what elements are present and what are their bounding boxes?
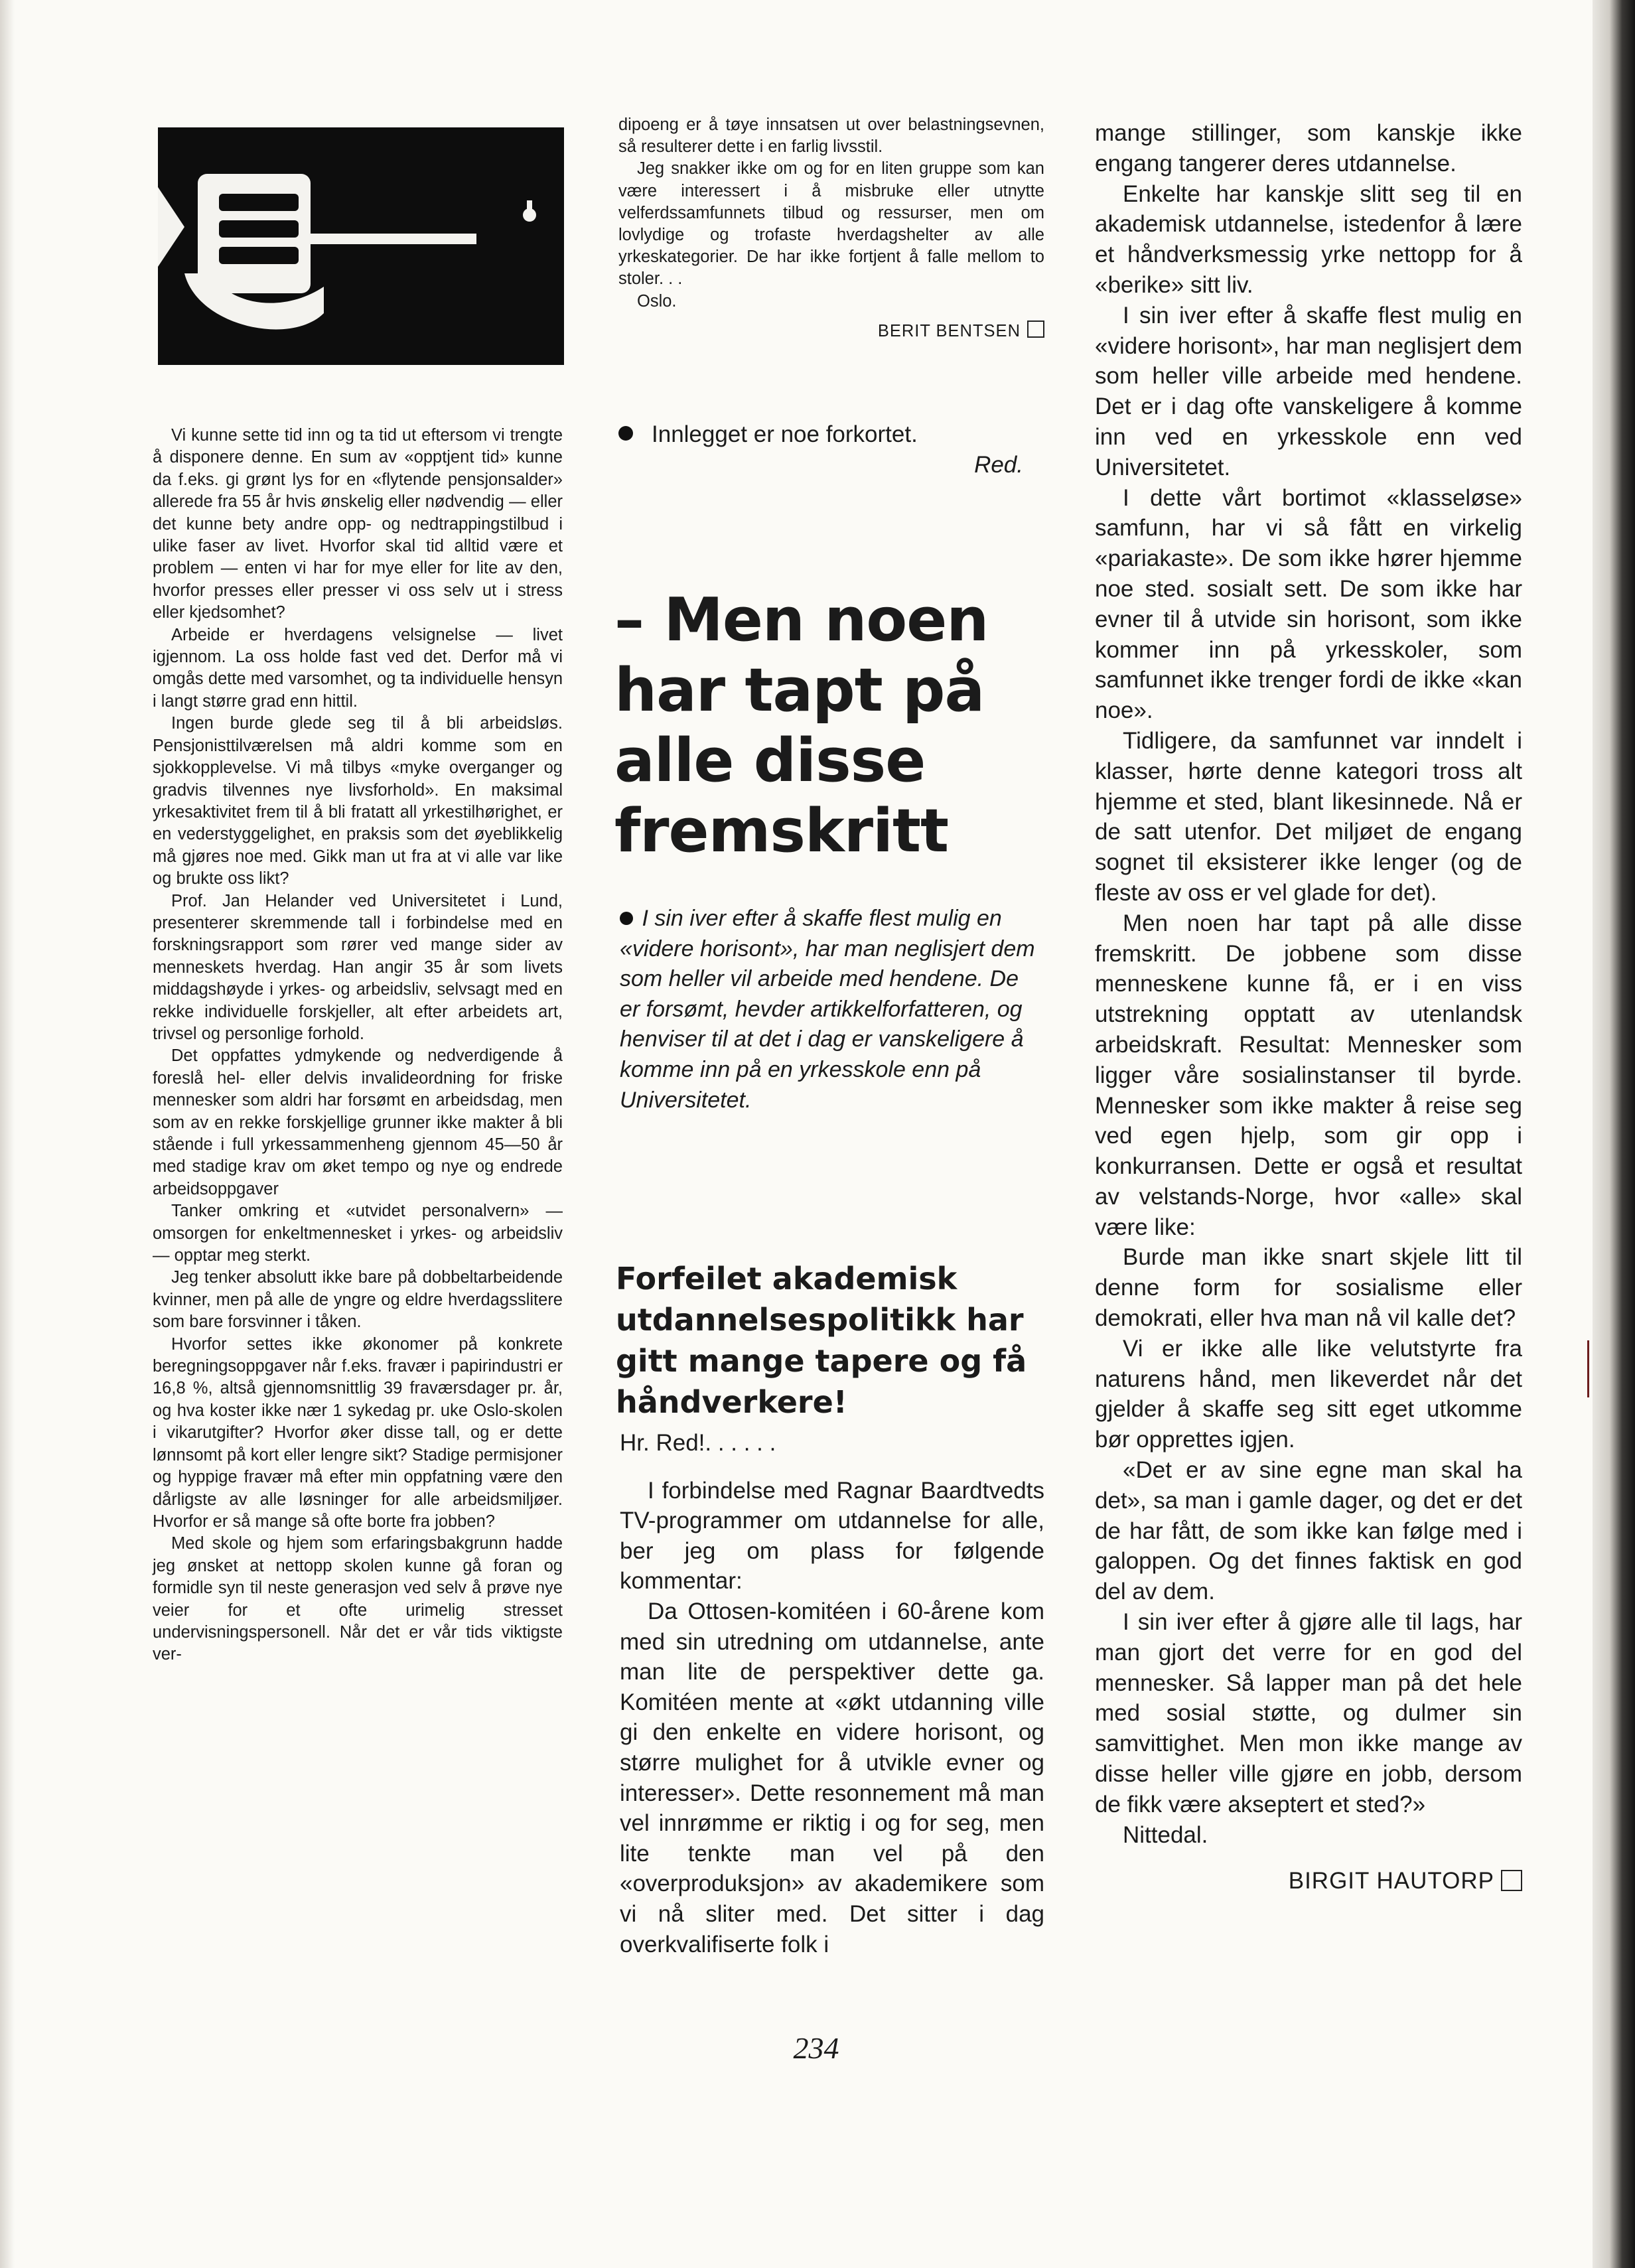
section-logo-icon xyxy=(158,127,564,365)
paragraph: Hvorfor settes ikke økonomer på konkrete beregningsoppgaver når f.eks. fravær i papirindustri er 16,8 %, altså gjennomsnittlig 39 fraværsdager pr. år, og hva koster ikke nær 1 sykedag pr. uke Oslo-skolen i vikarutgifter? Hvorfor øker disse tall, og er dette lønnsomt på kort eller lengre sikt? Stadige permisjoner og hyppige fravær må efter min oppfatning være den dårligste av alle løsninger for alle arbeidsmiljøer. Hvorfor er så mange så ofte borte fra jobben? xyxy=(153,1334,563,1531)
paragraph: I forbindelse med Ragnar Baardtvedts TV-programmer om utdannelse for alle, ber jeg om plass for følgende kommentar: xyxy=(620,1477,1044,1595)
paragraph: Vi er ikke alle like velutstyrte fra naturens hånd, men likeverdet når det gjelder å skaffe seg sitt eget utkomme bør opprettes igjen. xyxy=(1095,1335,1522,1453)
paragraph: I sin iver efter å skaffe flest mulig en «videre horisont», har man neglisjert dem som heller ville arbeide med hendene. Det er i dag ofte vanskeligere å komme inn ved en yrkesskole enn ved Universitetet. xyxy=(1095,302,1522,480)
paragraph: Men noen har tapt på alle disse fremskritt. De jobbene som disse menneskene kunne få, er i en viss utstrekning opptatt av utenlandsk arbeidskraft. Resultat: Mennesker som ligger våre sosialinstanser til byrde. Mennesker som ikke makter å reise seg ved egen hjelp, som gir opp i konkurransen. Dette er også et resultat av velstands-Norge, hvor «alle» skal være like: xyxy=(1095,910,1522,1240)
editor-note-text: Innlegget er noe forkortet. xyxy=(652,421,918,447)
paragraph: mange stillinger, som kanskje ikke engang tangerer deres utdannelse. xyxy=(1095,120,1522,177)
paragraph: Burde man ikke snart skjele litt til denne form for sosialisme eller demokrati, eller hva man nå vil kalle det? xyxy=(1095,1244,1522,1332)
salutation: Hr. Red!. . . . . . xyxy=(620,1430,776,1456)
paragraph: Tanker omkring et «utvidet personalvern» — omsorgen for enkeltmennesket i yrkes- og arbeidsliv — opptar meg sterkt. xyxy=(153,1202,563,1265)
bullet-icon xyxy=(620,912,633,925)
page-number: 234 xyxy=(793,2031,839,2065)
lede-text: I sin iver efter å skaffe flest mulig en «videre horisont», har man neglisjert dem som heller vil arbeide med hendene. De er forsømt, hevder artikkelforfatteren, og henviser til at det i dag er vanskeligere å komme inn på en yrkesskole enn på Universitetet. xyxy=(620,906,1035,1113)
paragraph: I sin iver efter å gjøre alle til lags, har man gjort det verre for en god del mennesker. Så lapper man på det hele med sosial støtte, og dulmer sin samvittighet. Men mon ikke mange av disse heller ville gjøre en jobb, dersom de fikk være akseptert et sted?» xyxy=(1095,1609,1522,1817)
paragraph: Jeg tenker absolutt ikke bare på dobbeltarbeidende kvinner, men på alle de yngre og eldre hverdagsslitere som bare forsvinner i tåken. xyxy=(153,1268,563,1332)
margin-mark xyxy=(1587,1340,1589,1397)
signature-line xyxy=(618,320,1044,342)
article-body xyxy=(620,1428,1044,1959)
paragraph: Det oppfattes ydmykende og nedverdigende å foreslå hel- eller delvis invalideordning for friske mennesker som aldri har forsømt en arbeidsdag, men som av en rekke forskjellige grunner ikke makter å bli stående i full yrkessammenheng gjennom 45—50 år med stadige krav om øket tempo og nye og endrede arbeidsoppgaver xyxy=(153,1046,563,1198)
paragraph: «Det er av sine egne man skal ha det», sa man i gamle dager, og det er det de har fått, de som ikke kan følge med i galoppen. Og det finnes faktisk en god del av dem. xyxy=(1095,1457,1522,1605)
article-headline: – Men noen har tapt på alle disse fremskritt xyxy=(614,585,989,866)
paragraph: I dette vårt bortimot «klasseløse» samfunn, har vi så fått en virkelig «pariakaste». De som ikke hører hjemme noe sted. sosialt sett. De som ikke har evner til å utvide sin horisont, som ikke kommer inn på yrkesskoler, som samfunnet ikke trenger fordi de ikke «kan noe». xyxy=(1095,484,1522,724)
bullet-icon xyxy=(618,426,633,441)
paragraph: Enkelte har kanskje slitt seg til en akademisk utdannelse, istedenfor å lære et håndverksmessig yrke nettopp for å «berike» sitt liv. xyxy=(1095,180,1522,298)
article-lede xyxy=(620,904,1044,1115)
article-subheadline: Forfeilet akademisk utdannelsespolitikk har gitt mange tapere og få håndverkere! xyxy=(616,1261,1027,1420)
paragraph: Tidligere, da samfunnet var inndelt i klasser, hørte denne kategori tross alt hjemme et sted, blant likesinnede. Nå er de satt utenfor. Det miljøet de engang sognet til eksisterer ikke lenger (og de fleste av oss er vel glade for det). xyxy=(1095,727,1522,906)
paragraph: Prof. Jan Helander ved Universitetet i Lund, presenterer skremmende tall i forbindelse med en forskningsrapport som rører ved mange sider av menneskets hverdag. Han angir 35 år som livets middagshøyde i yrkes- og arbeidsliv, selvsagt med en rekke individuelle forskjeller, alt efter arbeidets art, trivsel og personlige forhold. xyxy=(153,891,563,1043)
author-signature: BIRGIT HAUTORP xyxy=(1288,1868,1494,1894)
paragraph: Vi kunne sette tid inn og ta tid ut eftersom vi trengte å disponere denne. En sum av «opptjent tid» kunne da f.eks. gi grønt lys for en «flytende pensjonsalder» allerede fra 55 år hvis ønskelig eller nødvendig — eller det kunne bety andre opp- og nedtrappingstilbud i ulike faser av livet. Hvorfor skal tid alltid være et problem — enten vi har for mye eller for lite av den, hvorfor presses eller presser vi oss selv ut i stress eller kjedsomhet? xyxy=(153,426,563,622)
page-shadow-left xyxy=(0,0,15,2268)
paragraph: Ingen burde glede seg til å bli arbeidsløs. Pensjonisttilværelsen må aldri komme som en sjokkopplevelse. Vi må tilbys «myke overganger og gradvis tilvennes nye livsforhold». En maksimal yrkesaktivitet frem til å bli fratatt all yrkestilhørighet, er en vederstyggelighet, en praksis som det øyeblikkelig må gjøres noe med. Gikk man ut fra at vi alle var like og brukte oss likt? xyxy=(153,714,563,888)
editor-note xyxy=(618,419,1023,480)
book-binding-edge xyxy=(1593,0,1635,2268)
place-line: Nittedal. xyxy=(1123,1821,1208,1848)
paragraph: Da Ottosen-komitéen i 60-årene kom med sin utredning om utdannelse, ante man lite de perspektiver dette ga. Komitéen mente at «økt utdanning ville gi den enkelte en videre horisont, og større mulighet for å utvikle evner og interesser». Dette resonnement må man vel innrømme er riktig i og for seg, men lite tenkte man vel på den «overproduksjon» av akademikere som vi nå sliter med. Det sitter i dag overkvalifiserte folk i xyxy=(620,1598,1044,1957)
column-1 xyxy=(153,425,563,1666)
editor-sign: Red. xyxy=(974,452,1023,478)
paragraph: dipoeng er å tøye innsatsen ut over belastningsevnen, så resulterer dette i en farlig livsstil. xyxy=(618,115,1044,157)
column-3 xyxy=(1095,118,1522,1896)
paragraph: Med skole og hjem som erfaringsbakgrunn hadde jeg ønsket at nettopp skolen kunne gå foran og formidle syn til neste generasjon ved selv å prøve nye veier for et ofte urimelig stresset undervisningspersonell. Når det er vår tids viktigste ver- xyxy=(153,1534,563,1664)
end-box-icon xyxy=(1501,1870,1522,1891)
paragraph: Jeg snakker ikke om og for en liten gruppe som kan være interessert i å misbruke eller utnytte velferdssamfunnets tilbud og ressurser, men om lovlydige og trofaste hverdagshelter av alle yrkeskategorier. De har ikke fortjent å falle mellom to stoler. . . xyxy=(618,159,1044,289)
column-2-continuation xyxy=(618,114,1044,342)
author-signature: BERIT BENTSEN xyxy=(877,321,1021,340)
place-line: Oslo. xyxy=(637,291,677,311)
paragraph: Arbeide er hverdagens velsignelse — livet igjennom. La oss holde fast ved det. Derfor må vi omgås dette med varsomhet, og ta individuelle hensyn i langt større grad enn hittil. xyxy=(153,625,563,711)
end-box-icon xyxy=(1027,320,1044,338)
signature-line xyxy=(1095,1866,1522,1896)
